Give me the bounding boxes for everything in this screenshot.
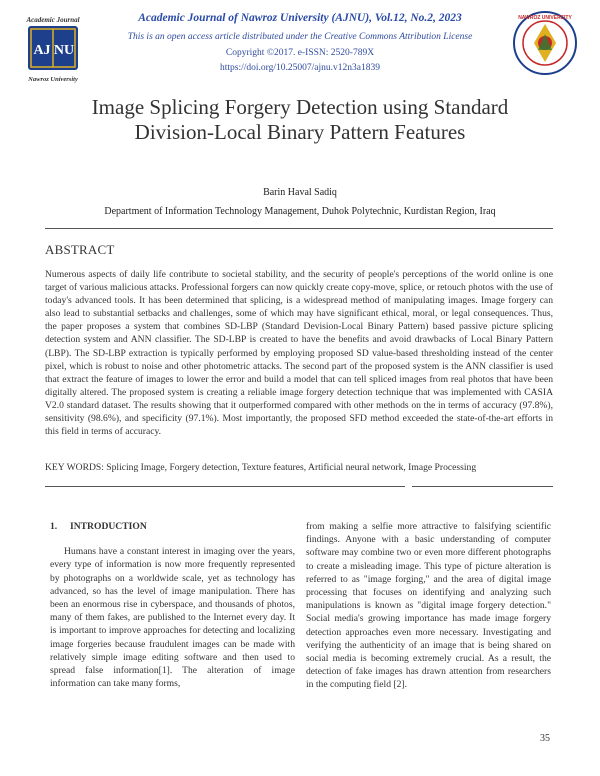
journal-header	[0, 0, 600, 90]
logo-left-aj: AJ	[33, 43, 51, 58]
keywords: KEY WORDS: Splicing Image, Forgery detection, Texture features, Artificial neural network, Image Processing	[45, 462, 477, 473]
license-line: This is an open access article distributed under the Creative Commons Attribution License	[127, 32, 473, 42]
author-name: Barin Haval Sadiq	[263, 187, 337, 198]
column-left	[50, 520, 295, 690]
logo-left-bottom-text: Nawroz University	[28, 76, 78, 83]
intro-paragraph-right: from making a selfie more attractive to falsifying scientific findings. Anyone with a basic understanding of computer software may combine two or even more different photographs to create a misleading image. This type of picture alteration is referred to as "image forging," and the area of digital image processing that focuses on identifying and analyzing such manipulations is known as "digital image forgery detection." Social media's growing importance has made image forgery detection approaches even more necessary. Investigating and verifying the authenticity of an image that is being shared on social media is becoming extremely crucial. As a result, the detection of fake images has drawn attention from researchers in the computing field [2].	[306, 521, 551, 691]
journal-title: Academic Journal of Nawroz University (AJNU), Vol.12, No.2, 2023	[138, 12, 462, 24]
copyright-line: Copyright ©2017. e-ISSN: 2520-789X	[225, 48, 375, 58]
logo-left-nu: NU	[53, 43, 75, 58]
doi-link[interactable]: https://doi.org/10.25007/ajnu.v12n3a1839	[219, 63, 380, 73]
section-number: 1.	[50, 521, 58, 532]
paper-title: Image Splicing Forgery Detection using Standard Division-Local Binary Pattern Features	[91, 95, 509, 144]
seal-text: NAWROZ UNIVERSITY	[518, 15, 572, 21]
column-right	[306, 520, 551, 692]
section-heading-introduction	[50, 520, 295, 533]
divider-keywords-left	[45, 486, 405, 487]
abstract-text: Numerous aspects of daily life contribute to societal stability, and the security of people's perceptions of the world online is one target of various malicious attacks. Professional forgers can now quickly create copy-move, splice, or retouch photos with the use of today's advanced tools. It has been determined that splicing, is a widespread method of manipulating images. Image forgery can also lead to substantial setbacks and challenges, some of which may have significant ethical, moral, or legal consequences. Thus, the paper proposes a system that combines SD-LBP (Standard Devision-Local Binary Pattern) based passive picture splicing detection system and ANN classifier. The SD-LBP is created to have the benefits and avoid drawbacks of Local Binary Pattern (LBP). The SD-LBP extraction is typically performed by employing proposed SD value-based thresholding instead of the center pixel, which is robust to noise and other photometric attacks. The second part of the proposed system is the ANN classifier is used that extract the feature of images to lower the error and build a model that can tell spliced images from real photos that have been digitally altered. The proposed system is creating a reliable image forgery detection technique that was implemented with CASIA V2.0 standard dataset. The results showing that it outperformed compared with other methods on the in terms of accuracy (97.8%), sensitivity (98.6%), and specificity (97.1%). Most importantly, the proposed SFD method exceeded the state-of-the-art efforts in this field in terms of accuracy.	[45, 269, 553, 438]
divider-top	[45, 228, 553, 229]
abstract-heading: ABSTRACT	[45, 242, 115, 257]
divider-keywords-right	[412, 486, 553, 487]
section-title: INTRODUCTION	[70, 521, 147, 532]
intro-paragraph-left: Humans have a constant interest in imaging over the years, every type of information is now more frequently represented by photographs on a worldwide scale, yet as technology has advanced, so has the level of image manipulation. There has been an enormous rise in cyberspace, and thousands of photos, many of them fakes, are published to the Internet every day. It is important to improve approaches for detecting and localizing image forgeries because fraudulent images can be made with relatively simple image editing software and then used to spread false information[1]. The alteration of image information can take many forms,	[50, 546, 295, 690]
nawroz-university-seal	[512, 10, 578, 76]
author-affiliation: Department of Information Technology Management, Duhok Polytechnic, Kurdistan Region, Iraq	[104, 206, 496, 217]
logo-left-top-text: Academic Journal	[26, 16, 80, 24]
page-number: 35	[540, 733, 550, 744]
